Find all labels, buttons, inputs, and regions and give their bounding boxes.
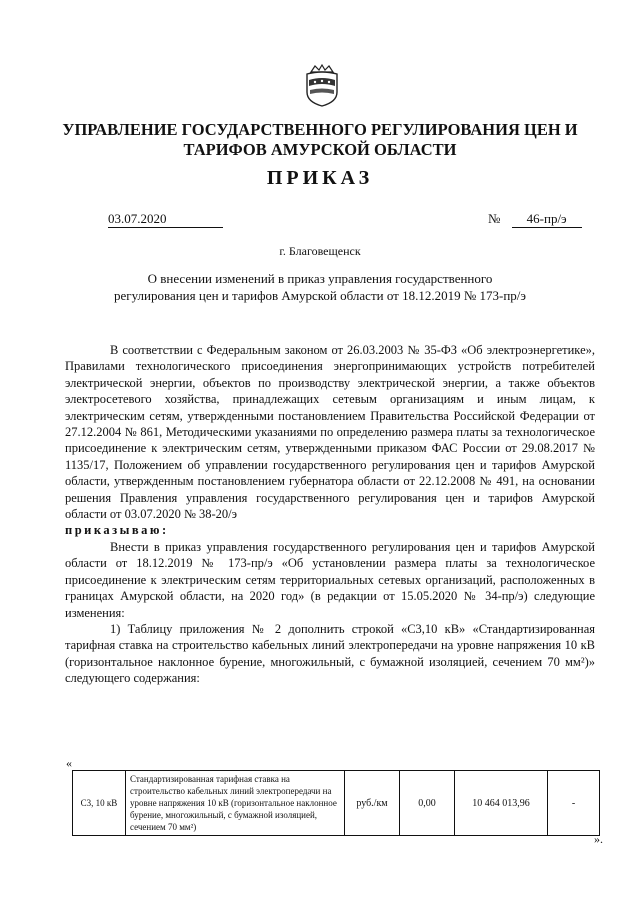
order-subject-line2: регулирования цен и тарифов Амурской области от 18.12.2019 № 173-пр/э: [114, 288, 526, 303]
tariff-code-cell: С3, 10 кВ: [73, 771, 126, 836]
value1-cell: 0,00: [400, 771, 455, 836]
table-row: [73, 771, 600, 836]
closing-quote: ».: [594, 832, 603, 846]
order-number: 46-пр/э: [512, 211, 582, 228]
value2-cell: 10 464 013,96: [455, 771, 548, 836]
tariff-table: [72, 770, 600, 836]
agency-header: [0, 120, 640, 160]
number-sign: №: [488, 211, 501, 226]
item-1-paragraph: 1) Таблицу приложения № 2 дополнить строкой «С3,10 кВ» «Стандартизированная тарифная ставка на строительство кабельных линий электропередачи на уровне напряжения 10 кВ (горизонтальное наклонное бурение, многожильный, с бумажной изоляцией, сечением 70 мм²)» следующего содержания:: [65, 621, 595, 686]
preamble-paragraph: В соответствии с Федеральным законом от 26.03.2003 № 35-ФЗ «Об электроэнергетике», Правилами технологического присоединения энергопринимающих устройств потребителей электрической энергии, объектов по производству электрической энергии, а также объектов электросетевого хозяйства, принадлежащих сетевым организациям и иным лицам, к электрическим сетям, утвержденными постановлением Правительства Российской Федерации от 27.12.2004 № 861, Методическими указаниями по определению размера платы за технологическое присоединение к электрическим сетям, утвержденными приказом ФАС России от 29.08.2017 № 1135/17, Положением об управлении государственного регулирования цен и тарифов Амурской области, утвержденным постановлением губернатора области от 22.12.2008 № 491, на основании решения Правления управления государственного регулирования цен и тарифов Амурской области от 03.07.2020 № 38-20/э: [65, 343, 595, 522]
prikazyvayu-label: приказываю:: [65, 523, 169, 538]
value3-cell: -: [548, 771, 600, 836]
agency-header-line2: ТАРИФОВ АМУРСКОЙ ОБЛАСТИ: [183, 140, 457, 159]
order-subject-line1: О внесении изменений в приказ управления государственного: [147, 271, 493, 286]
agency-header-line1: УПРАВЛЕНИЕ ГОСУДАРСТВЕННОГО РЕГУЛИРОВАНИЯ ЦЕН И: [62, 120, 578, 139]
city-name: г. Благовещенск: [279, 244, 361, 258]
order-body: [65, 342, 595, 687]
order-subject: [0, 270, 640, 304]
coat-of-arms-emblem: [303, 62, 341, 108]
document-type-title: ПРИКАЗ: [266, 167, 374, 189]
unit-cell: руб./км: [345, 771, 400, 836]
order-date: 03.07.2020: [108, 211, 223, 228]
order-number-block: [488, 211, 582, 228]
tariff-description-cell: Стандартизированная тарифная ставка на строительство кабельных линий электропередачи на уровне напряжения 10 кВ (горизонтальное наклонное бурение, многожильный, с бумажной изоляцией, сечением 70 мм²): [126, 771, 345, 836]
amendment-paragraph: Внести в приказ управления государственного регулирования цен и тарифов Амурской области от 18.12.2019 № 173-пр/э «Об установлении размера платы за технологическое присоединение к электрическим сетям территориальных сетевых организаций, расположенных в границах Амурской области, на 2020 год» (в редакции от 15.05.2020 № 34-пр/э) следующие изменения:: [65, 539, 595, 620]
opening-quote: «: [66, 756, 72, 770]
